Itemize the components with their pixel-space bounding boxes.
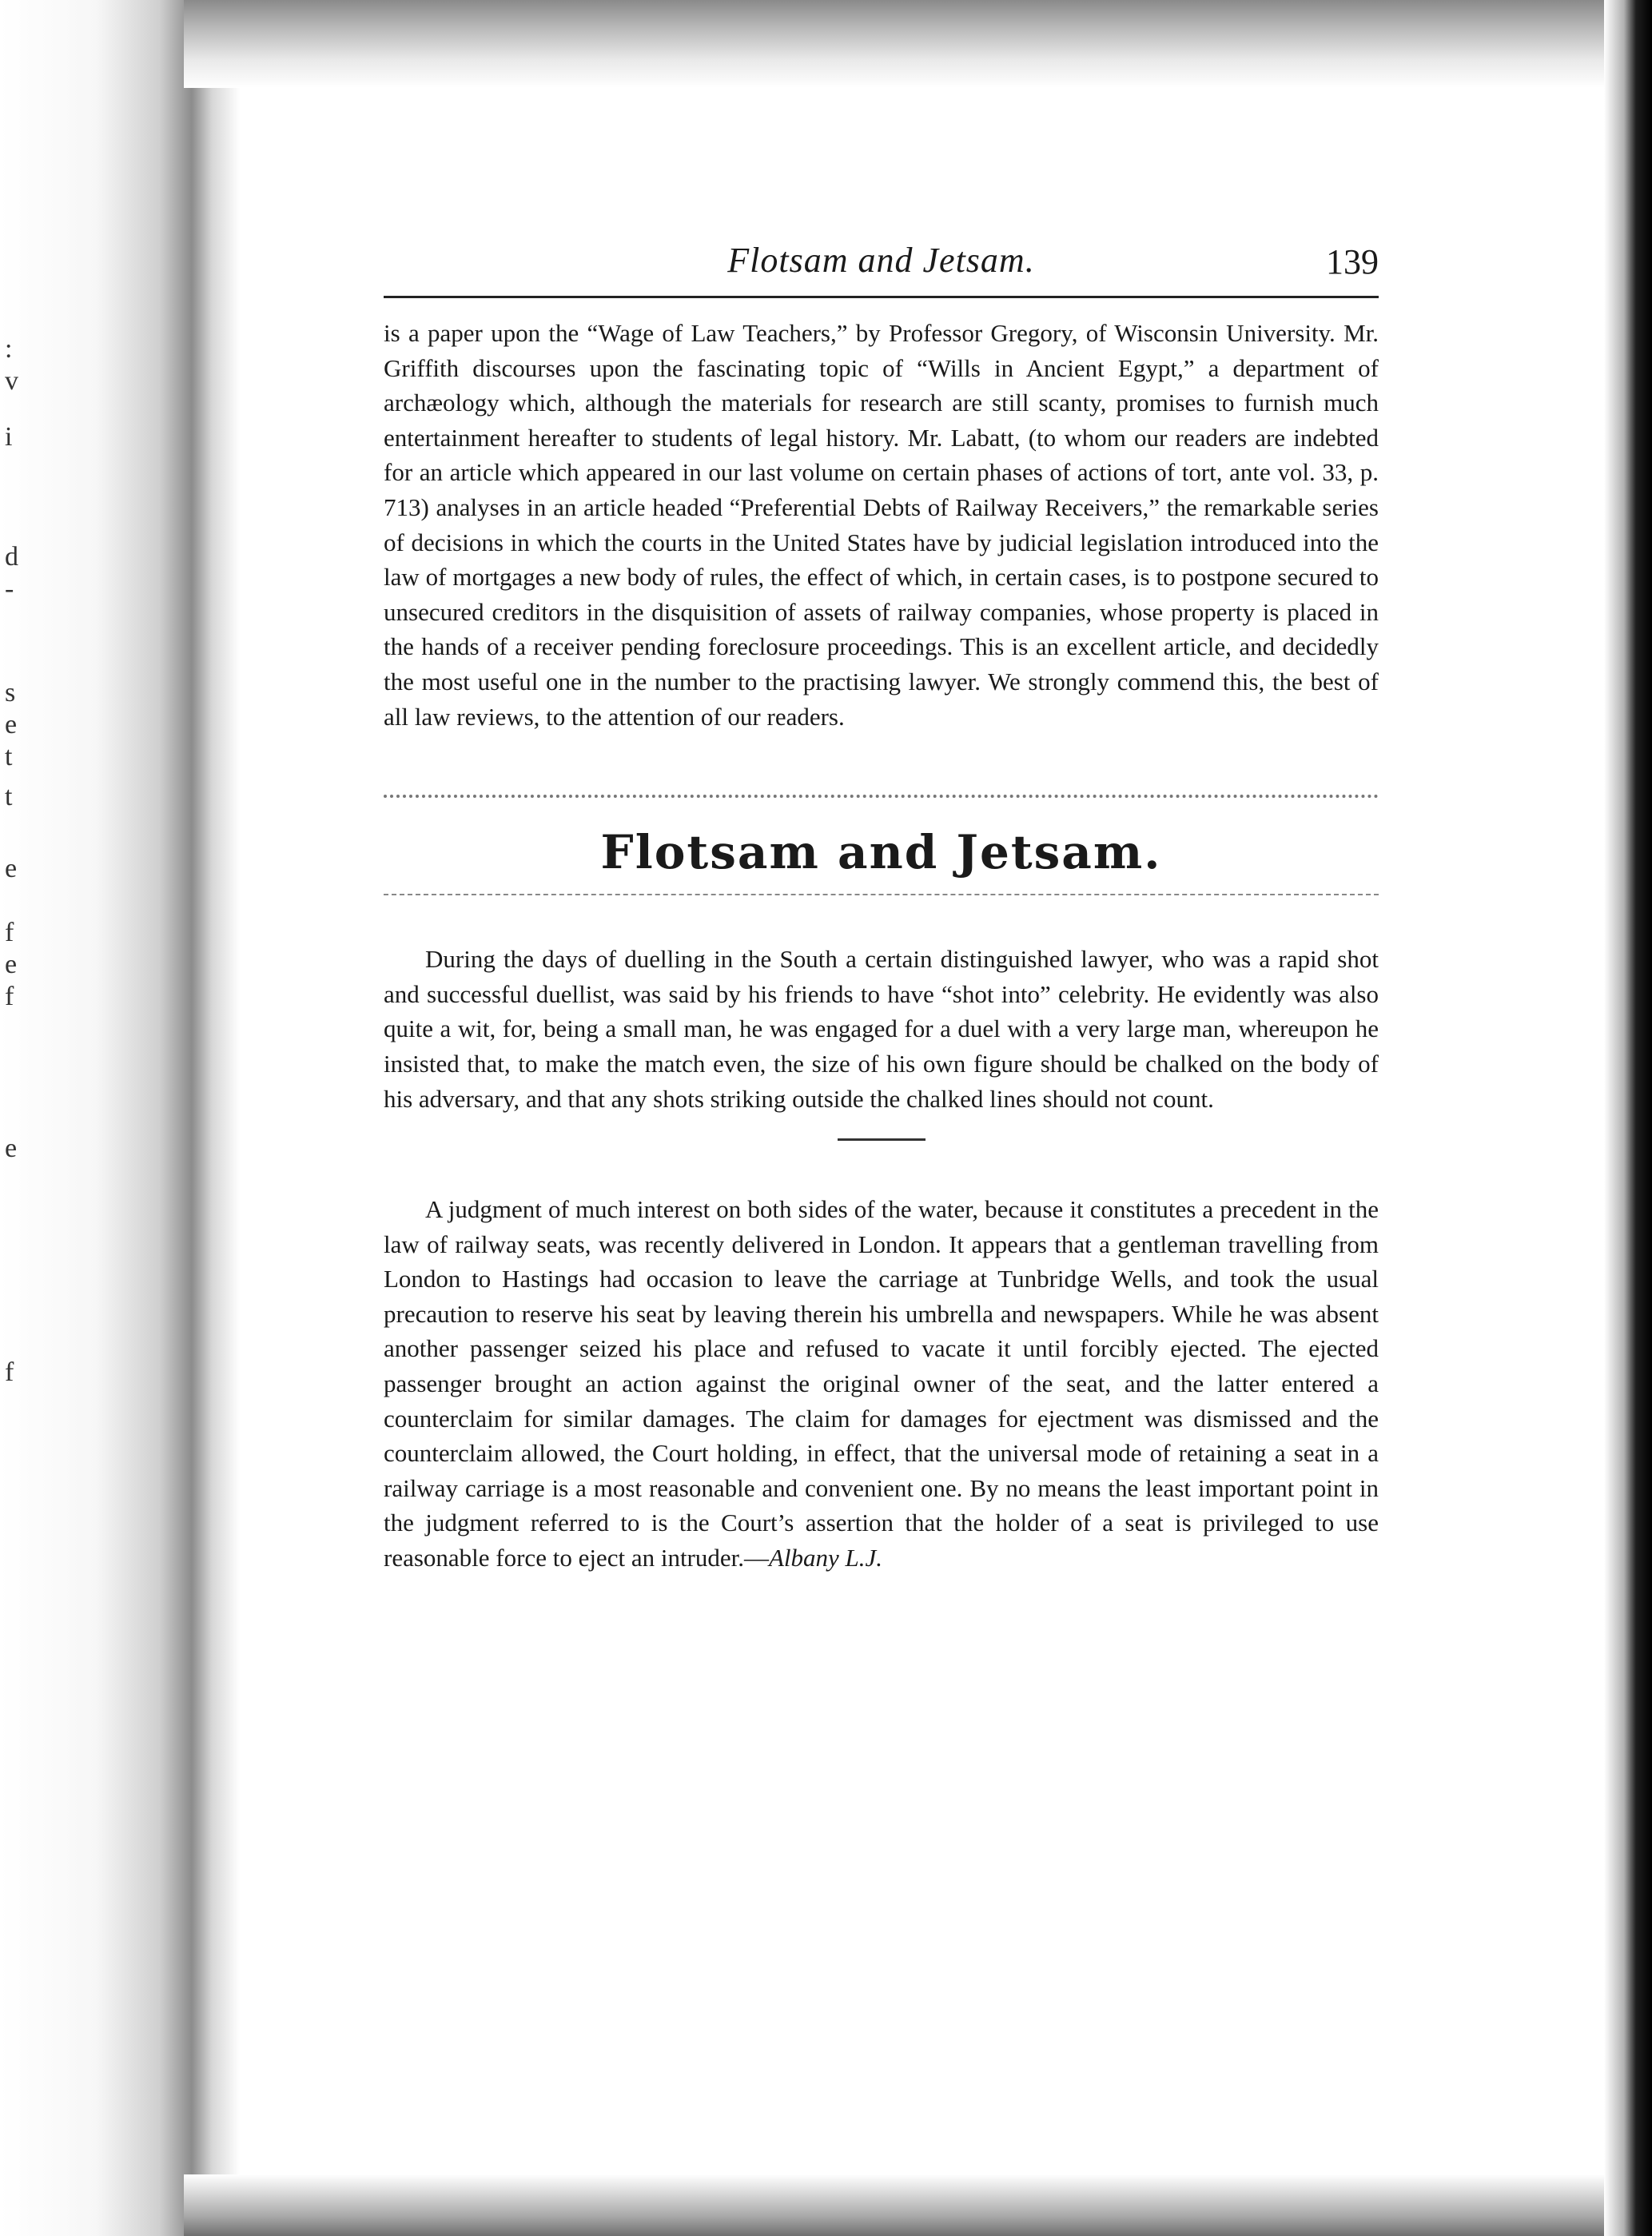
margin-fragment: e — [5, 854, 18, 883]
scan-gutter-top — [184, 0, 1652, 88]
margin-fragment: t — [5, 782, 13, 811]
margin-fragment: : — [5, 334, 13, 364]
margin-fragment: i — [5, 422, 13, 452]
margin-fragment: f — [5, 918, 14, 947]
page-number: 139 — [1326, 242, 1379, 281]
paragraph-separator-rule — [838, 1138, 926, 1141]
margin-fragment: f — [5, 1357, 14, 1387]
book-page — [384, 240, 1379, 1576]
margin-fragment: - — [5, 574, 14, 604]
scan-gutter-bottom — [184, 2174, 1652, 2236]
margin-fragment: d — [5, 542, 18, 572]
continuation-paragraph: is a paper upon the “Wage of Law Teachers,” by Professor Gregory, of Wisconsin University. Mr. Griffith discourses upon the fascinating topic of “Wills in Ancient Egypt,” a department of archæology which, although the materials for research are still scanty, promises to furnish much entertainment hereafter to students of legal history. Mr. Labatt, (to whom our readers are indebted for an article which appeared in our last volume on certain phases of actions of tort, ante vol. 33, p. 713) analyses in an article headed “Preferential Debts of Railway Receivers,” the remarkable series of decisions in which the courts in the United States have by judicial legislation introduced into the law of mortgages a new body of rules, the effect of which, in certain cases, is to postpone secured to unsecured creditors in the disquisition of assets of railway companies, whose property is placed in the hands of a receiver pending foreclosure proceedings. This is an excellent article, and decidedly the most useful one in the number to the practising lawyer. We strongly commend this, the best of all law reviews, to the attention of our readers. — [384, 319, 1379, 731]
section-divider-bottom — [384, 894, 1379, 895]
scan-edge-right — [1604, 0, 1652, 2236]
judgment-paragraph-text: A judgment of much interest on both sides of the water, because it constitutes a precedent in the law of railway seats, was recently delivered in London. It appears that a gentleman travelling from London to Hastings had occasion to leave the carriage at Tunbridge Wells, and took the usual precaution to reserve his seat by leaving therein his umbrella and newspapers. While he was absent another passenger seized his place and refused to vacate it until forcibly ejected. The ejected passenger brought an action against the original owner of the seat, and the latter entered a counterclaim for similar damages. The claim for damages for ejectment was dismissed and the counterclaim allowed, the Court holding, in effect, that the universal mode of retaining a seat in a railway carriage is a most reasonable and convenient one. By no means the least important point in the judgment referred to is the Court’s assertion that the holder of a seat is privileged to use reasonable force to eject an intruder.— — [384, 1195, 1379, 1572]
margin-fragment: t — [5, 742, 13, 771]
section-divider-top — [384, 795, 1379, 798]
margin-fragment: e — [5, 1134, 18, 1163]
judgment-paragraph — [384, 1192, 1379, 1576]
margin-fragment: e — [5, 950, 18, 979]
scan-gutter-left — [0, 0, 240, 2236]
running-title: Flotsam and Jetsam. — [727, 241, 1035, 280]
margin-fragment: f — [5, 982, 14, 1011]
margin-fragment: s — [5, 678, 16, 707]
source-citation: Albany L.J. — [769, 1544, 883, 1572]
anecdote-paragraph: During the days of duelling in the South a certain distinguished lawyer, who was a rapid shot and successful duellist, was said by his friends to have “shot into” celebrity. He evidently was also quite a wit, for, being a small man, he was engaged for a duel with a very large man, whereupon he insisted that, to make the match even, the size of his own figure should be chalked on the body of his adversary, and that any shots striking outside the chalked lines should not count. — [384, 945, 1379, 1113]
running-header — [384, 240, 1379, 298]
margin-fragment: e — [5, 710, 18, 739]
margin-fragment: v — [5, 366, 18, 396]
section-heading: Flotsam and Jetsam. — [600, 825, 1162, 880]
